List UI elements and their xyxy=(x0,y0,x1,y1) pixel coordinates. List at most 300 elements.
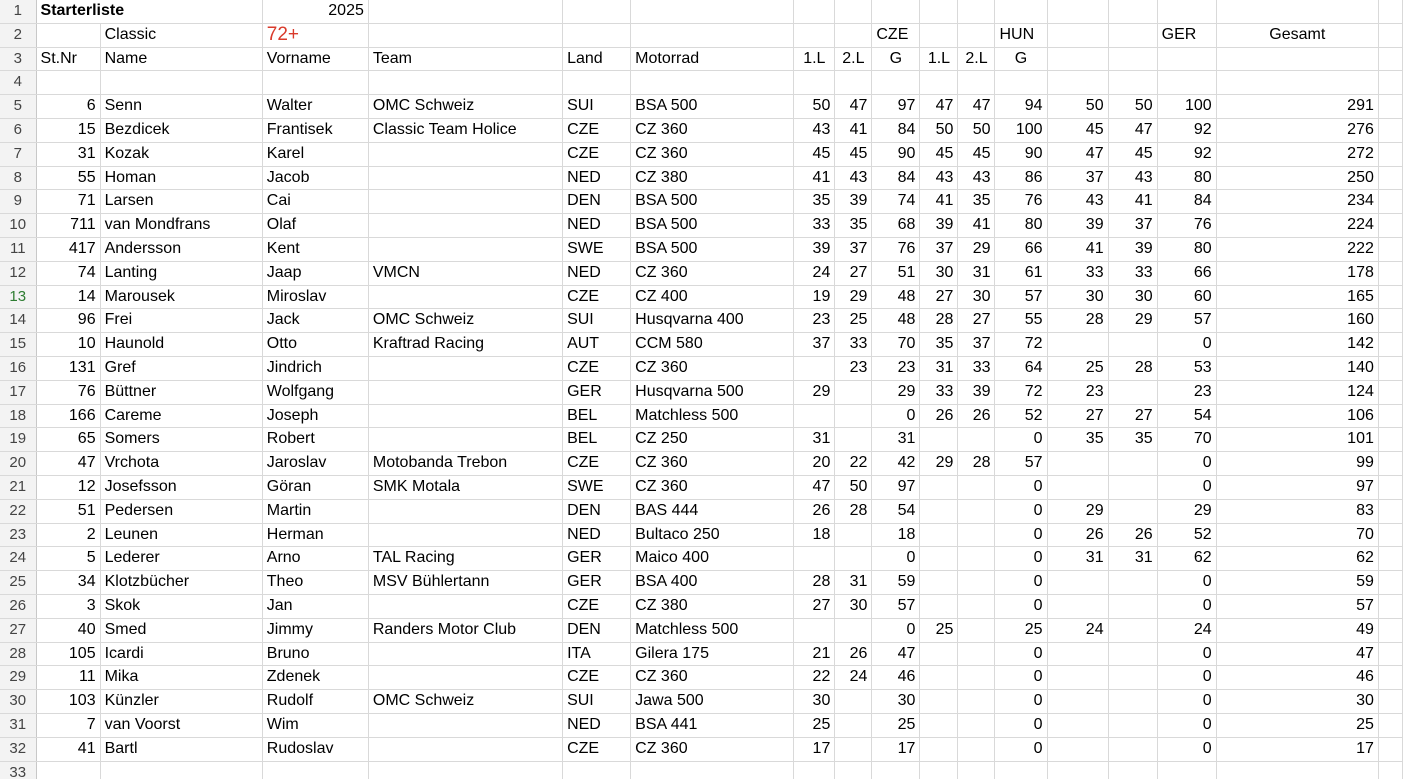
cell-ger-total[interactable]: 76 xyxy=(1157,214,1216,238)
cell-first-name[interactable]: Bruno xyxy=(262,642,368,666)
cell-first-name[interactable]: Walter xyxy=(262,95,368,119)
cell-cze-race1[interactable]: 17 xyxy=(794,737,835,761)
cell-grand-total[interactable]: 57 xyxy=(1216,594,1378,618)
cell-ger-race2[interactable]: 41 xyxy=(1108,190,1157,214)
cell-cze-total[interactable]: 29 xyxy=(872,380,920,404)
cell-country[interactable]: NED xyxy=(563,214,631,238)
cell-team[interactable] xyxy=(368,666,562,690)
cell-last-name[interactable]: Marousek xyxy=(100,285,262,309)
cell-cze-total[interactable]: 76 xyxy=(872,237,920,261)
cell-team[interactable] xyxy=(368,214,562,238)
cell-motorcycle[interactable]: CZ 360 xyxy=(631,666,794,690)
cell-last-name[interactable]: Klotzbücher xyxy=(100,571,262,595)
cell-hun-race2[interactable]: 31 xyxy=(958,261,995,285)
cell-hun-total[interactable]: 0 xyxy=(995,690,1047,714)
cell-ger-race1[interactable] xyxy=(1047,666,1108,690)
cell-hun-race2[interactable]: 30 xyxy=(958,285,995,309)
cell-motorcycle[interactable]: BSA 500 xyxy=(631,214,794,238)
cell-start-number[interactable]: 417 xyxy=(36,237,100,261)
cell-motorcycle[interactable]: CZ 250 xyxy=(631,428,794,452)
cell-cze-race1[interactable]: 37 xyxy=(794,333,835,357)
row-number[interactable]: 12 xyxy=(0,261,36,285)
col-hun-l2[interactable]: 2.L xyxy=(958,47,995,71)
cell-team[interactable] xyxy=(368,594,562,618)
cell-hun-race1[interactable]: 25 xyxy=(920,618,958,642)
cell-country[interactable]: BEL xyxy=(563,404,631,428)
cell-ger-race1[interactable]: 26 xyxy=(1047,523,1108,547)
cell-start-number[interactable]: 131 xyxy=(36,356,100,380)
cell-ger-total[interactable]: 80 xyxy=(1157,237,1216,261)
cell-hun-race1[interactable]: 28 xyxy=(920,309,958,333)
cell-last-name[interactable]: Homan xyxy=(100,166,262,190)
cell-cze-total[interactable]: 51 xyxy=(872,261,920,285)
cell-first-name[interactable]: Wim xyxy=(262,713,368,737)
cell-motorcycle[interactable]: CZ 360 xyxy=(631,737,794,761)
cell-ger-race2[interactable] xyxy=(1108,452,1157,476)
cell-motorcycle[interactable]: Matchless 500 xyxy=(631,404,794,428)
cell-ger-race1[interactable]: 27 xyxy=(1047,404,1108,428)
cell-ger-total[interactable]: 0 xyxy=(1157,594,1216,618)
cell-grand-total[interactable]: 178 xyxy=(1216,261,1378,285)
cell-grand-total[interactable]: 224 xyxy=(1216,214,1378,238)
cell-hun-race2[interactable] xyxy=(958,547,995,571)
cell-ger-race1[interactable]: 28 xyxy=(1047,309,1108,333)
cell-grand-total[interactable]: 47 xyxy=(1216,642,1378,666)
cell-hun-race1[interactable]: 29 xyxy=(920,452,958,476)
cell-country[interactable]: NED xyxy=(563,713,631,737)
cell-hun-race1[interactable] xyxy=(920,499,958,523)
cell-hun-total[interactable]: 0 xyxy=(995,499,1047,523)
cell-cze-total[interactable]: 0 xyxy=(872,618,920,642)
cell-start-number[interactable]: 103 xyxy=(36,690,100,714)
cell-hun-race1[interactable]: 27 xyxy=(920,285,958,309)
cell-last-name[interactable]: Kozak xyxy=(100,142,262,166)
cell-ger-race2[interactable] xyxy=(1108,713,1157,737)
cell-cze-total[interactable]: 48 xyxy=(872,285,920,309)
row-number[interactable]: 4 xyxy=(0,71,36,95)
cell-grand-total[interactable]: 106 xyxy=(1216,404,1378,428)
cell-ger-total[interactable]: 0 xyxy=(1157,642,1216,666)
cell-grand-total[interactable]: 30 xyxy=(1216,690,1378,714)
cell-start-number[interactable]: 14 xyxy=(36,285,100,309)
cell-cze-total[interactable]: 18 xyxy=(872,523,920,547)
cell-hun-race1[interactable] xyxy=(920,523,958,547)
cell-cze-race2[interactable]: 41 xyxy=(835,118,872,142)
cell-ger-race2[interactable] xyxy=(1108,333,1157,357)
cell-cze-race1[interactable]: 23 xyxy=(794,309,835,333)
cell-country[interactable]: SWE xyxy=(563,475,631,499)
cell-cze-total[interactable]: 84 xyxy=(872,166,920,190)
cell-ger-total[interactable]: 52 xyxy=(1157,523,1216,547)
cell-grand-total[interactable]: 97 xyxy=(1216,475,1378,499)
cell-ger-race2[interactable] xyxy=(1108,666,1157,690)
cell-country[interactable]: CZE xyxy=(563,666,631,690)
cell-last-name[interactable]: Bezdicek xyxy=(100,118,262,142)
cell-start-number[interactable]: 41 xyxy=(36,737,100,761)
cell-start-number[interactable]: 6 xyxy=(36,95,100,119)
cell-hun-race1[interactable] xyxy=(920,666,958,690)
cell-cze-race2[interactable]: 22 xyxy=(835,452,872,476)
cell-cze-total[interactable]: 70 xyxy=(872,333,920,357)
cell-country[interactable]: SUI xyxy=(563,309,631,333)
cell-start-number[interactable]: 34 xyxy=(36,571,100,595)
cell-cze-total[interactable]: 97 xyxy=(872,95,920,119)
cell-first-name[interactable]: Karel xyxy=(262,142,368,166)
cell-ger-race2[interactable]: 31 xyxy=(1108,547,1157,571)
cell-cze-total[interactable]: 30 xyxy=(872,690,920,714)
cell-cze-race1[interactable]: 18 xyxy=(794,523,835,547)
cell-ger-race2[interactable]: 27 xyxy=(1108,404,1157,428)
cell-ger-total[interactable]: 0 xyxy=(1157,713,1216,737)
cell-team[interactable]: OMC Schweiz xyxy=(368,95,562,119)
cell-start-number[interactable]: 7 xyxy=(36,713,100,737)
col-land[interactable]: Land xyxy=(563,47,631,71)
cell-grand-total[interactable]: 17 xyxy=(1216,737,1378,761)
cell-grand-total[interactable]: 99 xyxy=(1216,452,1378,476)
cell-cze-total[interactable]: 48 xyxy=(872,309,920,333)
row-number[interactable]: 14 xyxy=(0,309,36,333)
cell-hun-race2[interactable]: 28 xyxy=(958,452,995,476)
header-hun[interactable]: HUN xyxy=(995,23,1047,47)
cell-hun-total[interactable]: 57 xyxy=(995,452,1047,476)
cell-grand-total[interactable]: 49 xyxy=(1216,618,1378,642)
cell-hun-race2[interactable] xyxy=(958,475,995,499)
cell-ger-race2[interactable] xyxy=(1108,618,1157,642)
row-number[interactable]: 15 xyxy=(0,333,36,357)
cell-grand-total[interactable]: 70 xyxy=(1216,523,1378,547)
cell-start-number[interactable]: 65 xyxy=(36,428,100,452)
cell-hun-race2[interactable] xyxy=(958,523,995,547)
cell-hun-total[interactable]: 76 xyxy=(995,190,1047,214)
col-motorrad[interactable]: Motorrad xyxy=(631,47,794,71)
cell-cze-race2[interactable]: 45 xyxy=(835,142,872,166)
cell-ger-race2[interactable] xyxy=(1108,642,1157,666)
cell-country[interactable]: AUT xyxy=(563,333,631,357)
cell-hun-race1[interactable] xyxy=(920,642,958,666)
cell-ger-total[interactable]: 23 xyxy=(1157,380,1216,404)
cell-hun-total[interactable]: 0 xyxy=(995,737,1047,761)
cell-country[interactable]: CZE xyxy=(563,452,631,476)
cell-hun-total[interactable]: 0 xyxy=(995,666,1047,690)
cell-start-number[interactable]: 166 xyxy=(36,404,100,428)
col-hun-l1[interactable]: 1.L xyxy=(920,47,958,71)
cell-first-name[interactable]: Herman xyxy=(262,523,368,547)
cell-country[interactable]: BEL xyxy=(563,428,631,452)
cell-cze-race2[interactable] xyxy=(835,737,872,761)
cell-grand-total[interactable]: 291 xyxy=(1216,95,1378,119)
cell-motorcycle[interactable]: CZ 360 xyxy=(631,475,794,499)
cell-ger-race1[interactable]: 39 xyxy=(1047,214,1108,238)
cell-motorcycle[interactable]: Husqvarna 400 xyxy=(631,309,794,333)
cell-team[interactable]: Classic Team Holice xyxy=(368,118,562,142)
cell-first-name[interactable]: Miroslav xyxy=(262,285,368,309)
cell-team[interactable] xyxy=(368,166,562,190)
cell-cze-race2[interactable]: 33 xyxy=(835,333,872,357)
cell-team[interactable] xyxy=(368,380,562,404)
cell-cze-total[interactable]: 23 xyxy=(872,356,920,380)
cell-hun-race2[interactable]: 37 xyxy=(958,333,995,357)
cell-cze-race2[interactable]: 30 xyxy=(835,594,872,618)
cell-cze-race1[interactable]: 30 xyxy=(794,690,835,714)
cell-first-name[interactable]: Theo xyxy=(262,571,368,595)
col-hun-g[interactable]: G xyxy=(995,47,1047,71)
row-number[interactable]: 21 xyxy=(0,475,36,499)
cell-ger-race2[interactable] xyxy=(1108,571,1157,595)
cell-grand-total[interactable]: 62 xyxy=(1216,547,1378,571)
cell-cze-race1[interactable] xyxy=(794,356,835,380)
cell-ger-race1[interactable] xyxy=(1047,737,1108,761)
cell-ger-race2[interactable] xyxy=(1108,380,1157,404)
cell-hun-race2[interactable]: 50 xyxy=(958,118,995,142)
row-number[interactable]: 33 xyxy=(0,761,36,779)
cell-team[interactable]: Motobanda Trebon xyxy=(368,452,562,476)
cell-start-number[interactable]: 71 xyxy=(36,190,100,214)
cell-hun-race1[interactable]: 43 xyxy=(920,166,958,190)
cell-motorcycle[interactable]: CZ 360 xyxy=(631,356,794,380)
cell-hun-race2[interactable] xyxy=(958,737,995,761)
cell-ger-race1[interactable]: 25 xyxy=(1047,356,1108,380)
cell-cze-total[interactable]: 59 xyxy=(872,571,920,595)
cell-last-name[interactable]: Gref xyxy=(100,356,262,380)
cell-team[interactable] xyxy=(368,737,562,761)
cell-cze-total[interactable]: 46 xyxy=(872,666,920,690)
cell-team[interactable]: TAL Racing xyxy=(368,547,562,571)
cell-first-name[interactable]: Jaap xyxy=(262,261,368,285)
cell-start-number[interactable]: 12 xyxy=(36,475,100,499)
cell-hun-race1[interactable] xyxy=(920,737,958,761)
cell-cze-race2[interactable]: 28 xyxy=(835,499,872,523)
cell-ger-race2[interactable]: 28 xyxy=(1108,356,1157,380)
cell-first-name[interactable]: Kent xyxy=(262,237,368,261)
cell-ger-race1[interactable]: 35 xyxy=(1047,428,1108,452)
cell-cze-race2[interactable]: 27 xyxy=(835,261,872,285)
col-cze-l1[interactable]: 1.L xyxy=(794,47,835,71)
cell-cze-race1[interactable]: 20 xyxy=(794,452,835,476)
cell-motorcycle[interactable]: CZ 360 xyxy=(631,452,794,476)
cell-ger-race2[interactable] xyxy=(1108,737,1157,761)
cell-cze-total[interactable]: 25 xyxy=(872,713,920,737)
cell-grand-total[interactable]: 165 xyxy=(1216,285,1378,309)
cell-ger-race1[interactable]: 31 xyxy=(1047,547,1108,571)
cell-ger-race1[interactable] xyxy=(1047,333,1108,357)
cell-hun-total[interactable]: 0 xyxy=(995,594,1047,618)
cell-first-name[interactable]: Wolfgang xyxy=(262,380,368,404)
cell-ger-race2[interactable]: 26 xyxy=(1108,523,1157,547)
cell-first-name[interactable]: Rudoslav xyxy=(262,737,368,761)
cell-team[interactable]: Kraftrad Racing xyxy=(368,333,562,357)
cell-ger-race1[interactable] xyxy=(1047,452,1108,476)
cell-team[interactable] xyxy=(368,499,562,523)
cell-hun-total[interactable]: 0 xyxy=(995,475,1047,499)
cell-grand-total[interactable]: 276 xyxy=(1216,118,1378,142)
cell-hun-total[interactable]: 0 xyxy=(995,642,1047,666)
cell-ger-total[interactable]: 0 xyxy=(1157,333,1216,357)
cell-motorcycle[interactable]: CZ 360 xyxy=(631,118,794,142)
cell-motorcycle[interactable]: Bultaco 250 xyxy=(631,523,794,547)
cell-hun-race2[interactable]: 26 xyxy=(958,404,995,428)
cell-cze-race1[interactable]: 24 xyxy=(794,261,835,285)
row-number[interactable]: 23 xyxy=(0,523,36,547)
cell-motorcycle[interactable]: BSA 400 xyxy=(631,571,794,595)
row-number[interactable]: 20 xyxy=(0,452,36,476)
row-number[interactable]: 28 xyxy=(0,642,36,666)
cell-motorcycle[interactable]: Maico 400 xyxy=(631,547,794,571)
cell-cze-race1[interactable]: 50 xyxy=(794,95,835,119)
cell-first-name[interactable]: Jan xyxy=(262,594,368,618)
cell-start-number[interactable]: 5 xyxy=(36,547,100,571)
cell-cze-race1[interactable]: 25 xyxy=(794,713,835,737)
cell-last-name[interactable]: Mika xyxy=(100,666,262,690)
cell-cze-race1[interactable]: 41 xyxy=(794,166,835,190)
cell-cze-race1[interactable]: 26 xyxy=(794,499,835,523)
cell-hun-race2[interactable] xyxy=(958,594,995,618)
cell-first-name[interactable]: Frantisek xyxy=(262,118,368,142)
cell-last-name[interactable]: Smed xyxy=(100,618,262,642)
cell-hun-race1[interactable]: 41 xyxy=(920,190,958,214)
cell-start-number[interactable]: 74 xyxy=(36,261,100,285)
row-number[interactable]: 13 xyxy=(0,285,36,309)
cell-first-name[interactable]: Cai xyxy=(262,190,368,214)
cell-country[interactable]: CZE xyxy=(563,737,631,761)
cell-cze-race2[interactable]: 26 xyxy=(835,642,872,666)
cell-ger-race2[interactable]: 30 xyxy=(1108,285,1157,309)
row-number[interactable]: 10 xyxy=(0,214,36,238)
cell-team[interactable] xyxy=(368,428,562,452)
cell-hun-race1[interactable]: 50 xyxy=(920,118,958,142)
cell-last-name[interactable]: Senn xyxy=(100,95,262,119)
cell-hun-race1[interactable]: 33 xyxy=(920,380,958,404)
cell-cze-race1[interactable]: 39 xyxy=(794,237,835,261)
cell-grand-total[interactable]: 59 xyxy=(1216,571,1378,595)
cell-motorcycle[interactable]: CZ 380 xyxy=(631,594,794,618)
cell-hun-race2[interactable] xyxy=(958,642,995,666)
cell-grand-total[interactable]: 222 xyxy=(1216,237,1378,261)
cell-last-name[interactable]: Careme xyxy=(100,404,262,428)
cell-motorcycle[interactable]: CZ 400 xyxy=(631,285,794,309)
cell-hun-total[interactable]: 0 xyxy=(995,571,1047,595)
cell-last-name[interactable]: Icardi xyxy=(100,642,262,666)
row-number[interactable]: 3 xyxy=(0,47,36,71)
cell-ger-race2[interactable]: 29 xyxy=(1108,309,1157,333)
cell-ger-race2[interactable]: 39 xyxy=(1108,237,1157,261)
cell-country[interactable]: SUI xyxy=(563,95,631,119)
cell-motorcycle[interactable]: Husqvarna 500 xyxy=(631,380,794,404)
cell-team[interactable]: MSV Bühlertann xyxy=(368,571,562,595)
cell-cze-race1[interactable] xyxy=(794,547,835,571)
cell-cze-race1[interactable] xyxy=(794,404,835,428)
col-vorname[interactable]: Vorname xyxy=(262,47,368,71)
cell-ger-total[interactable]: 0 xyxy=(1157,452,1216,476)
cell-cze-total[interactable]: 17 xyxy=(872,737,920,761)
col-cze-l2[interactable]: 2.L xyxy=(835,47,872,71)
cell-start-number[interactable]: 76 xyxy=(36,380,100,404)
row-number[interactable]: 18 xyxy=(0,404,36,428)
row-number[interactable]: 22 xyxy=(0,499,36,523)
cell-last-name[interactable]: Frei xyxy=(100,309,262,333)
cell-ger-total[interactable]: 0 xyxy=(1157,571,1216,595)
cell-team[interactable] xyxy=(368,190,562,214)
cell-ger-total[interactable]: 70 xyxy=(1157,428,1216,452)
cell-country[interactable]: GER xyxy=(563,380,631,404)
row-number[interactable]: 7 xyxy=(0,142,36,166)
cell-first-name[interactable]: Robert xyxy=(262,428,368,452)
cell-hun-race2[interactable]: 39 xyxy=(958,380,995,404)
cell-hun-race2[interactable] xyxy=(958,713,995,737)
cell-ger-total[interactable]: 60 xyxy=(1157,285,1216,309)
cell-team[interactable] xyxy=(368,642,562,666)
cell-first-name[interactable]: Martin xyxy=(262,499,368,523)
row-number[interactable]: 19 xyxy=(0,428,36,452)
row-number[interactable]: 30 xyxy=(0,690,36,714)
cell-cze-total[interactable]: 74 xyxy=(872,190,920,214)
row-number[interactable]: 6 xyxy=(0,118,36,142)
cell-team[interactable] xyxy=(368,356,562,380)
cell-ger-race1[interactable]: 30 xyxy=(1047,285,1108,309)
cell-hun-race1[interactable] xyxy=(920,571,958,595)
cell-team[interactable]: VMCN xyxy=(368,261,562,285)
cell-hun-race1[interactable]: 26 xyxy=(920,404,958,428)
cell-ger-total[interactable]: 100 xyxy=(1157,95,1216,119)
cell-cze-race2[interactable]: 43 xyxy=(835,166,872,190)
cell-team[interactable] xyxy=(368,523,562,547)
row-number[interactable]: 16 xyxy=(0,356,36,380)
cell-cze-race2[interactable]: 29 xyxy=(835,285,872,309)
cell-motorcycle[interactable]: CZ 360 xyxy=(631,142,794,166)
col-stnr[interactable]: St.Nr xyxy=(36,47,100,71)
cell-cze-race2[interactable]: 39 xyxy=(835,190,872,214)
cell-hun-total[interactable]: 100 xyxy=(995,118,1047,142)
cell-hun-total[interactable]: 72 xyxy=(995,380,1047,404)
cell-grand-total[interactable]: 250 xyxy=(1216,166,1378,190)
cell-country[interactable]: DEN xyxy=(563,618,631,642)
cell-hun-total[interactable]: 52 xyxy=(995,404,1047,428)
row-number[interactable]: 2 xyxy=(0,23,36,47)
cell-country[interactable]: CZE xyxy=(563,594,631,618)
cell-country[interactable]: GER xyxy=(563,547,631,571)
cell-start-number[interactable]: 40 xyxy=(36,618,100,642)
cell-start-number[interactable]: 51 xyxy=(36,499,100,523)
cell-ger-total[interactable]: 92 xyxy=(1157,118,1216,142)
cell-country[interactable]: CZE xyxy=(563,356,631,380)
cell-last-name[interactable]: van Mondfrans xyxy=(100,214,262,238)
cell-ger-race1[interactable]: 33 xyxy=(1047,261,1108,285)
cell-ger-total[interactable]: 80 xyxy=(1157,166,1216,190)
cell-first-name[interactable]: Jindrich xyxy=(262,356,368,380)
cell-team[interactable]: OMC Schweiz xyxy=(368,309,562,333)
cell-start-number[interactable]: 711 xyxy=(36,214,100,238)
cell-hun-total[interactable]: 0 xyxy=(995,547,1047,571)
cell-hun-total[interactable]: 0 xyxy=(995,523,1047,547)
cell-ger-race2[interactable]: 43 xyxy=(1108,166,1157,190)
cell-ger-race1[interactable]: 45 xyxy=(1047,118,1108,142)
cell-cze-race1[interactable]: 45 xyxy=(794,142,835,166)
cell-motorcycle[interactable]: CZ 380 xyxy=(631,166,794,190)
row-number[interactable]: 26 xyxy=(0,594,36,618)
row-number[interactable]: 32 xyxy=(0,737,36,761)
row-number[interactable]: 8 xyxy=(0,166,36,190)
cell-ger-race1[interactable]: 23 xyxy=(1047,380,1108,404)
cell-last-name[interactable]: Büttner xyxy=(100,380,262,404)
cell-start-number[interactable]: 96 xyxy=(36,309,100,333)
cell-country[interactable]: DEN xyxy=(563,499,631,523)
cell-start-number[interactable]: 31 xyxy=(36,142,100,166)
cell-last-name[interactable]: Andersson xyxy=(100,237,262,261)
cell-ger-race1[interactable]: 47 xyxy=(1047,142,1108,166)
cell-first-name[interactable]: Olaf xyxy=(262,214,368,238)
cell-ger-race2[interactable] xyxy=(1108,594,1157,618)
cell-team[interactable] xyxy=(368,285,562,309)
cell-last-name[interactable]: Josefsson xyxy=(100,475,262,499)
